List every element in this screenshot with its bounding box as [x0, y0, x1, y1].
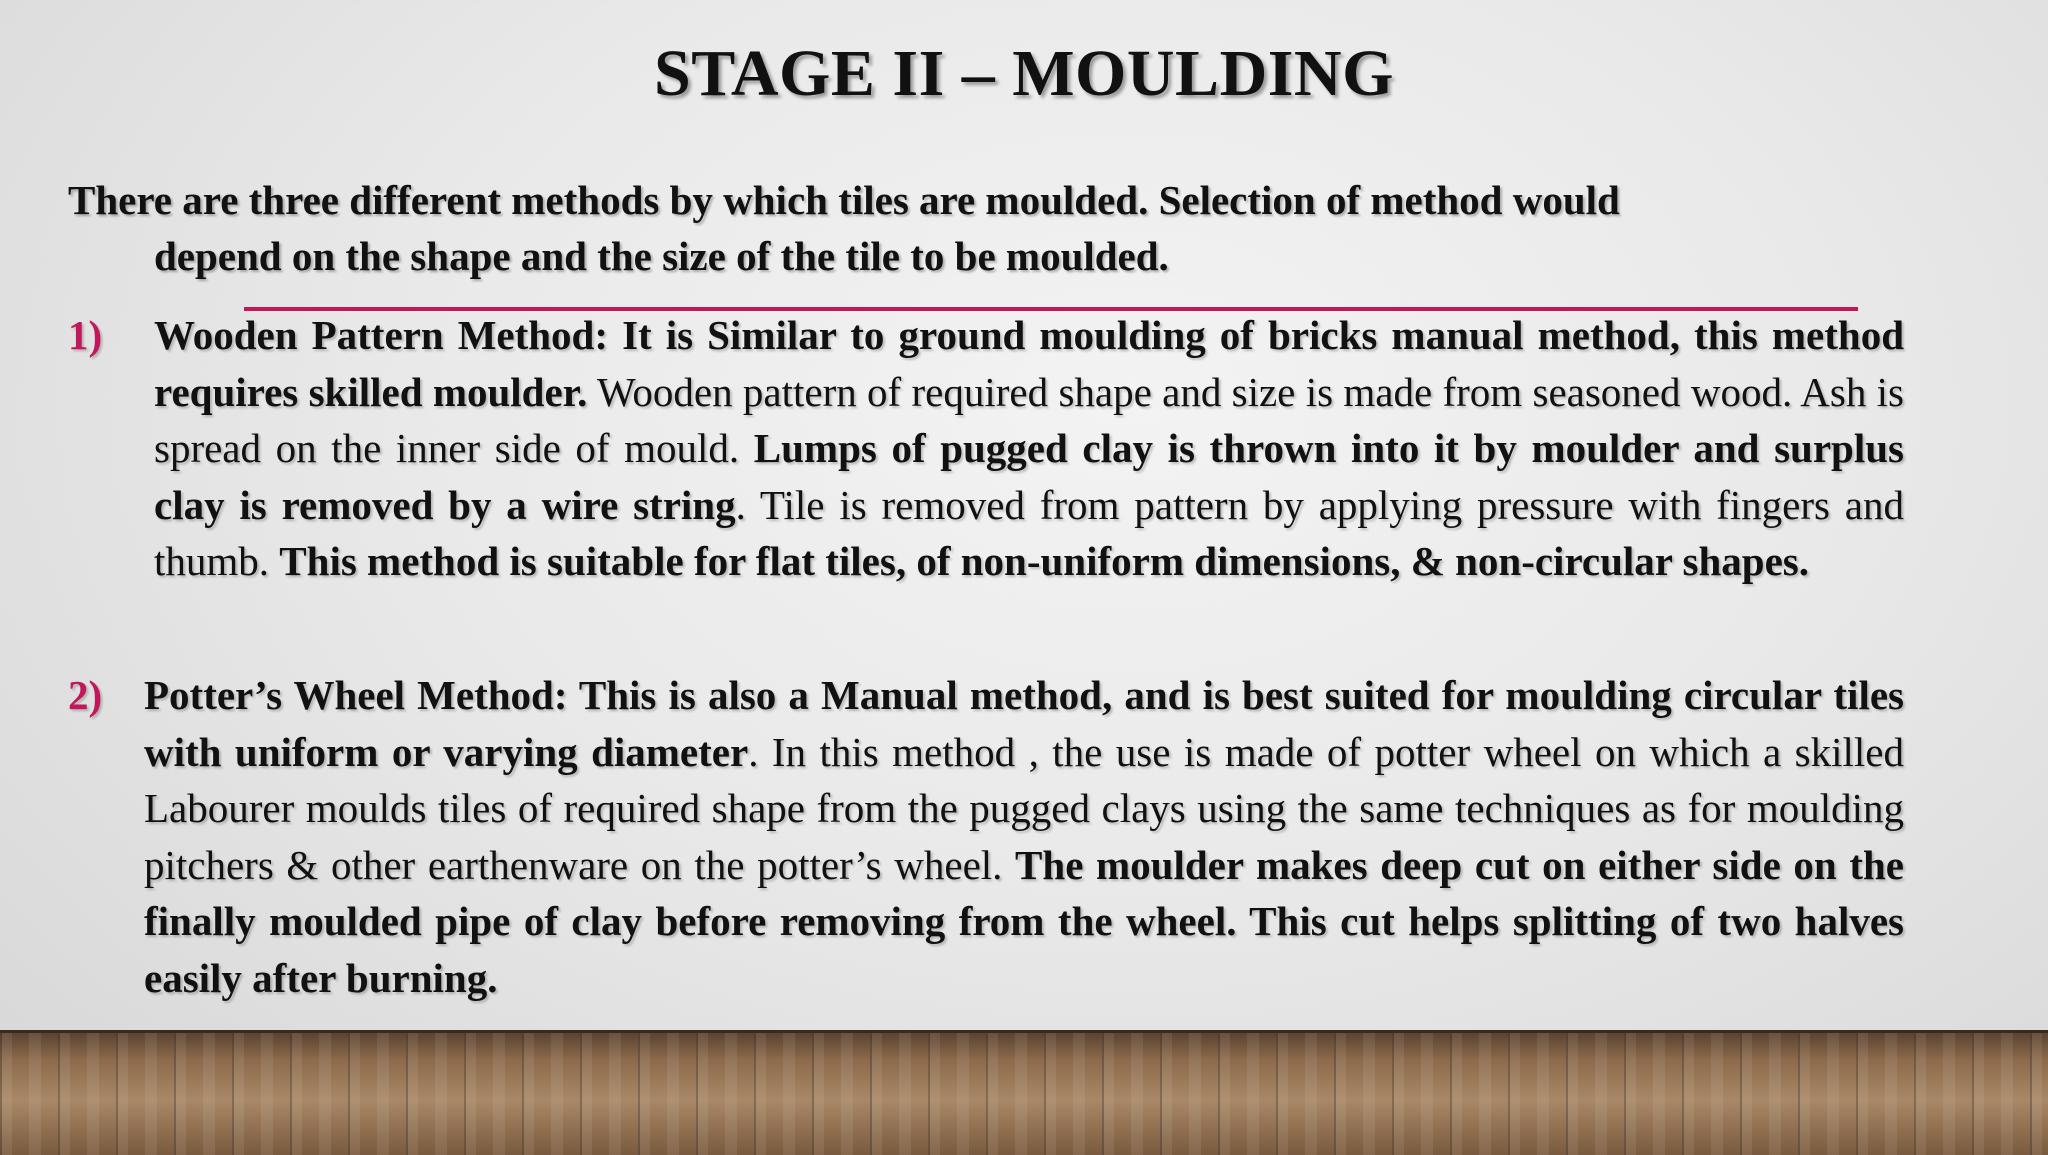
body-text: Wooden pattern of required shape and size is made from seasoned wood. Ash is spread on the inner side of mould.: [154, 368, 1904, 471]
wooden-floor-background: [0, 1030, 2048, 1155]
body-text: . Tile is removed from pattern by applying pressure with fingers and thumb.: [154, 481, 1904, 584]
bold-text: Lumps of pugged clay is thrown into it by moulder and surplus clay is removed by a wire string: [154, 425, 1904, 528]
intro-paragraph: [68, 172, 1904, 284]
body-text: . In this method , the use is made of potter wheel on which a skilled Labourer moulds tiles of required shape from the pugged clays using the same techniques as for moulding pitchers & other earthenware on the potter’s wheel.: [144, 728, 1904, 888]
method-item-potters-wheel: [68, 667, 1904, 1006]
slide-title: STAGE II – MOULDING: [654, 37, 1394, 110]
bold-text: Potter’s Wheel Method: This is also a Manual method, and is best suited for moulding circular tiles with uniform or varying diameter: [144, 672, 1904, 775]
list-number: 2): [68, 672, 103, 718]
method-description: [154, 307, 1904, 590]
method-description: [144, 667, 1904, 1006]
bold-text: The moulder makes deep cut on either side on the finally moulded pipe of clay before removing from the wheel. This cut helps splitting of two halves easily after burning.: [144, 841, 1904, 1001]
intro-line-1: There are three different methods by which tiles are moulded. Selection of method would: [68, 177, 1620, 223]
list-number: 1): [68, 312, 103, 358]
bold-text: This method is suitable for flat tiles, of non-uniform dimensions, & non-circular shapes.: [279, 538, 1809, 584]
intro-line-2: depend on the shape and the size of the tile to be moulded.: [154, 233, 1169, 279]
bold-text: Wooden Pattern Method: It is Similar to ground moulding of bricks manual method, this method requires skilled moulder.: [154, 312, 1904, 415]
method-item-wooden-pattern: [68, 307, 1904, 590]
